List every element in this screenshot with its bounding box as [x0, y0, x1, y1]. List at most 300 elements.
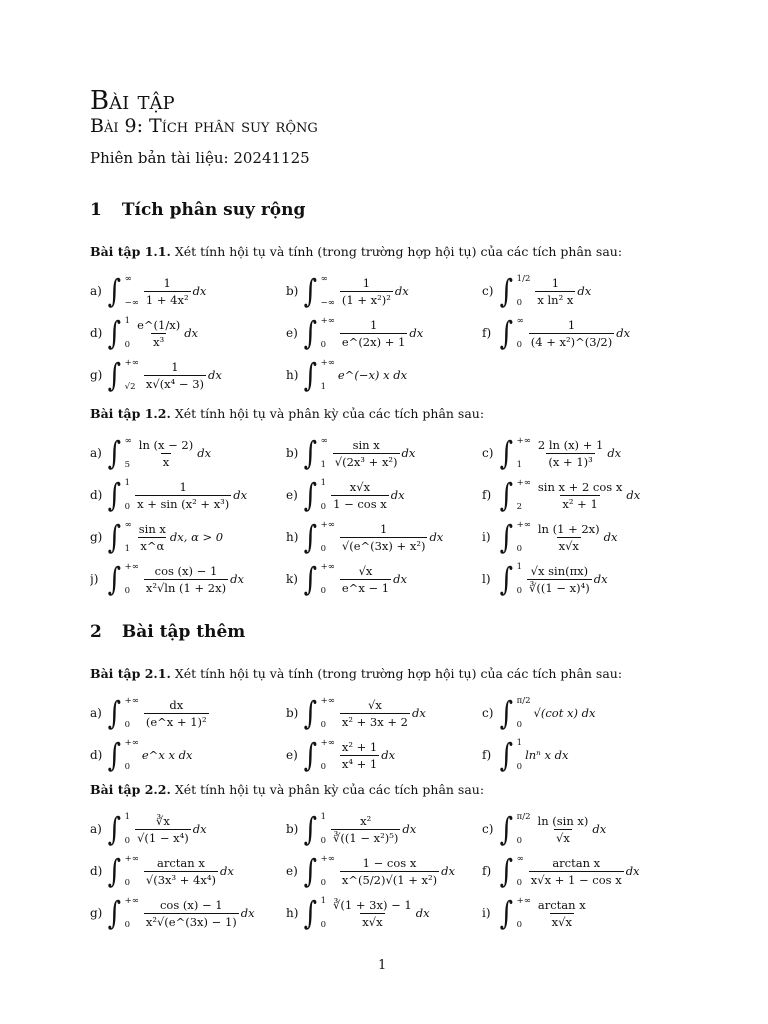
upper-limit: π/2	[516, 696, 531, 706]
integrand-tail: dx	[230, 572, 244, 586]
denominator: (e^x + 1)²	[145, 714, 207, 729]
item-tag: i)	[482, 530, 491, 544]
denominator: √(2x³ + x²)	[334, 454, 398, 469]
integrand-tail: dx	[390, 488, 405, 502]
fraction	[340, 522, 428, 553]
integral-item	[286, 432, 482, 474]
fraction	[144, 360, 206, 391]
denominator: x ln² x	[537, 292, 574, 307]
integral-limits	[125, 316, 130, 350]
integrand-tail: dx	[197, 446, 212, 460]
upper-limit: ∞	[320, 274, 328, 284]
numerator: sin x	[138, 521, 166, 536]
exercise-heading-1-1	[90, 244, 622, 260]
fraction	[333, 438, 400, 469]
item-tag: b)	[286, 822, 299, 836]
numerator: 1	[171, 359, 179, 374]
denominator: x√(x⁴ − 3)	[145, 376, 205, 391]
denominator: √(1 − x⁴)	[137, 830, 189, 845]
upper-limit: 1	[124, 478, 131, 488]
denominator: x√x	[551, 914, 572, 929]
upper-limit: ∞	[516, 316, 524, 326]
lower-limit: 0	[124, 720, 131, 730]
item-tag: d)	[90, 864, 103, 878]
upper-limit: +∞	[124, 696, 139, 706]
integral-item	[482, 270, 678, 312]
integral-limits	[517, 274, 531, 308]
upper-limit: +∞	[320, 696, 335, 706]
lower-limit: √2	[124, 382, 136, 392]
exercise-prompt: Xét tính hội tụ và phân kỳ của các tích phân sau:	[174, 406, 485, 421]
integrand-tail: dx	[616, 326, 631, 340]
integral-item	[482, 432, 678, 474]
item-tag: c)	[482, 822, 494, 836]
fraction	[340, 856, 439, 887]
fraction	[144, 564, 228, 595]
integrand-tail: dx	[603, 530, 618, 544]
integral-sign-icon: ∫	[303, 314, 318, 352]
integral-sign-icon: ∫	[107, 694, 122, 732]
integrand-tail: dx	[394, 284, 409, 298]
integral-sign-icon: ∫	[107, 434, 122, 472]
lower-limit: 0	[320, 836, 327, 846]
integrand-tail: dx	[219, 864, 234, 878]
numerator: 2 ln (x) + 1	[537, 437, 604, 452]
integral-sign-icon: ∫	[107, 314, 122, 352]
integral-item	[482, 516, 678, 558]
lower-limit: 0	[320, 878, 327, 888]
integral-limits	[125, 738, 139, 772]
lower-limit: 1	[124, 544, 131, 554]
numerator: e^(1/x)	[137, 317, 181, 332]
integral-limits	[125, 696, 139, 730]
integral-sign-icon: ∫	[499, 518, 514, 556]
upper-limit: +∞	[320, 854, 335, 864]
integral-item	[90, 558, 286, 600]
numerator: 1	[163, 275, 171, 290]
integral-limits	[321, 812, 326, 846]
integral-item	[286, 850, 482, 892]
numerator: arctan x	[157, 855, 205, 870]
exercise-label: Bài tập 1.1.	[90, 244, 171, 259]
integral-sign-icon: ∫	[303, 272, 318, 310]
item-tag: c)	[482, 446, 494, 460]
upper-limit: ∞	[516, 854, 524, 864]
numerator: 1	[379, 521, 388, 536]
integrand-tail: dx	[625, 864, 640, 878]
integral-limits	[321, 562, 335, 596]
integrand-tail: dx	[441, 864, 455, 878]
integral-limits	[517, 316, 524, 350]
lower-limit: 2	[516, 502, 523, 512]
page-number: 1	[378, 958, 387, 973]
item-tag: j)	[90, 572, 99, 586]
integrand-tail: √(cot x) dx	[533, 706, 596, 720]
upper-limit: +∞	[320, 562, 335, 572]
integral-item	[482, 850, 678, 892]
integral-sign-icon: ∫	[499, 272, 514, 310]
denominator: x√x	[558, 538, 579, 553]
section-number: 2	[90, 622, 102, 642]
numerator: dx	[169, 697, 184, 712]
integral-limits	[321, 520, 335, 554]
lower-limit: 0	[124, 762, 131, 772]
denominator: x^(5/2)√(1 + x²)	[341, 872, 438, 887]
integrand-tail: dx	[411, 706, 426, 720]
integral-item	[286, 354, 482, 396]
integral-limits	[125, 854, 139, 888]
exercise-label: Bài tập 1.2.	[90, 406, 171, 421]
upper-limit: 1	[124, 316, 131, 326]
lower-limit: 0	[516, 762, 523, 772]
fraction	[137, 438, 195, 469]
lower-limit: 0	[124, 836, 131, 846]
numerator: ∛x	[156, 813, 170, 828]
numerator: 1	[179, 479, 187, 494]
item-tag: a)	[90, 706, 102, 720]
integral-sign-icon: ∫	[303, 736, 318, 774]
upper-limit: 1	[516, 738, 523, 748]
upper-limit: 1	[320, 896, 327, 906]
integral-limits	[321, 696, 335, 730]
integral-item	[90, 892, 286, 934]
integral-sign-icon: ∫	[303, 894, 318, 932]
numerator: 1 − cos x	[362, 855, 417, 870]
integral-sign-icon: ∫	[107, 894, 122, 932]
lower-limit: 0	[320, 340, 327, 350]
denominator: 1 − cos x	[333, 496, 387, 511]
fraction	[135, 814, 191, 845]
document-title: Bài tập	[90, 86, 175, 116]
fraction	[527, 564, 592, 595]
integral-grid	[90, 270, 678, 396]
denominator: x²√(e^(3x) − 1)	[145, 914, 237, 929]
lower-limit: 0	[320, 762, 327, 772]
integral-sign-icon: ∫	[499, 894, 514, 932]
fraction	[137, 522, 168, 553]
fraction	[536, 898, 588, 929]
lower-limit: 0	[516, 920, 523, 930]
integral-item	[482, 692, 678, 734]
integral-limits	[517, 478, 531, 512]
lower-limit: 0	[516, 836, 523, 846]
upper-limit: ∞	[124, 436, 132, 446]
denominator: ∛((1 − x)⁴)	[529, 580, 590, 595]
integral-sign-icon: ∫	[303, 560, 318, 598]
numerator: √x	[358, 563, 373, 578]
upper-limit: +∞	[320, 520, 335, 530]
integral-limits	[517, 854, 524, 888]
numerator: ln (1 + 2x)	[537, 521, 600, 536]
fraction	[529, 318, 614, 349]
integral-grid	[90, 692, 678, 776]
denominator: x² + 3x + 2	[341, 714, 408, 729]
item-tag: e)	[286, 488, 298, 502]
item-tag: c)	[482, 706, 494, 720]
integral-limits	[517, 520, 531, 554]
integral-limits	[321, 738, 335, 772]
numerator: 1	[369, 317, 378, 332]
integrand-tail: dx	[626, 488, 641, 502]
integral-sign-icon: ∫	[303, 434, 318, 472]
numerator: ln (sin x)	[537, 813, 589, 828]
upper-limit: ∞	[124, 520, 132, 530]
upper-limit: ∞	[320, 436, 328, 446]
integrand-tail: dx	[577, 284, 592, 298]
integral-sign-icon: ∫	[303, 852, 318, 890]
integral-limits	[125, 358, 139, 392]
numerator: √x sin(πx)	[530, 563, 589, 578]
integral-limits	[321, 854, 335, 888]
integral-item	[482, 474, 678, 516]
integral-limits	[517, 896, 531, 930]
document-version: Phiên bản tài liệu: 20241125	[90, 149, 310, 167]
integrand-tail: dx	[381, 748, 396, 762]
section-title: Bài tập thêm	[121, 622, 246, 642]
integral-sign-icon: ∫	[499, 810, 514, 848]
item-tag: g)	[90, 906, 103, 920]
fraction	[144, 276, 191, 307]
denominator: x√x	[362, 914, 383, 929]
numerator: cos (x) − 1	[159, 897, 223, 912]
upper-limit: +∞	[516, 478, 531, 488]
denominator: x²√ln (1 + 2x)	[145, 580, 227, 595]
integral-grid	[90, 432, 678, 600]
upper-limit: +∞	[124, 854, 139, 864]
section-number: 1	[90, 200, 102, 220]
lower-limit: 1	[320, 460, 327, 470]
fraction	[144, 898, 239, 929]
numerator: sin x	[352, 437, 380, 452]
integral-sign-icon: ∫	[499, 736, 514, 774]
upper-limit: +∞	[320, 738, 335, 748]
fraction	[536, 522, 602, 553]
integral-limits	[125, 562, 139, 596]
upper-limit: +∞	[124, 738, 139, 748]
integrand-tail: dx	[192, 284, 207, 298]
integral-item	[286, 558, 482, 600]
item-tag: f)	[482, 488, 492, 502]
numerator: cos (x) − 1	[154, 563, 218, 578]
integral-limits	[321, 274, 335, 308]
integrand-tail: dx	[415, 906, 430, 920]
integrand-tail: dx	[233, 488, 248, 502]
integral-item	[482, 312, 678, 354]
integral-limits	[321, 896, 326, 930]
item-tag: g)	[90, 368, 103, 382]
integral-limits	[125, 520, 132, 554]
fraction	[331, 814, 400, 845]
upper-limit: 1/2	[516, 274, 531, 284]
lower-limit: 0	[124, 340, 131, 350]
lower-limit: −∞	[320, 298, 335, 308]
exercise-heading-2-1	[90, 666, 622, 682]
section-heading-2	[90, 622, 245, 642]
integral-limits	[125, 436, 132, 470]
exercise-heading-1-2	[90, 406, 484, 422]
fraction	[536, 480, 624, 511]
integral-limits	[125, 478, 130, 512]
fraction	[529, 856, 624, 887]
integrand-tail: dx	[402, 822, 417, 836]
integral-limits	[517, 812, 531, 846]
fraction	[536, 814, 591, 845]
integral-grid	[90, 808, 678, 934]
lower-limit: 0	[516, 544, 523, 554]
upper-limit: +∞	[124, 896, 139, 906]
integral-sign-icon: ∫	[303, 476, 318, 514]
denominator: e^x − 1	[341, 580, 390, 595]
upper-limit: +∞	[124, 358, 139, 368]
item-tag: b)	[286, 446, 299, 460]
numerator: √x	[368, 697, 382, 712]
integral-sign-icon: ∫	[303, 518, 318, 556]
fraction	[144, 698, 209, 729]
lower-limit: 0	[320, 502, 327, 512]
integrand-tail: dx	[401, 446, 416, 460]
lower-limit: 0	[124, 586, 131, 596]
integrand-tail: dx, α > 0	[169, 530, 224, 544]
upper-limit: 1	[124, 812, 131, 822]
lower-limit: 0	[320, 720, 327, 730]
integral-sign-icon: ∫	[499, 476, 514, 514]
integrand-tail: dx	[208, 368, 222, 382]
integral-item	[90, 474, 286, 516]
integral-item	[90, 516, 286, 558]
denominator: x⁴ + 1	[341, 756, 378, 771]
upper-limit: +∞	[320, 316, 335, 326]
upper-limit: π/2	[516, 812, 531, 822]
lower-limit: 0	[124, 920, 131, 930]
denominator: x³	[153, 334, 165, 349]
document-subtitle: Bài 9: Tích phân suy rộng	[90, 115, 318, 137]
integral-sign-icon: ∫	[303, 810, 318, 848]
fraction	[144, 856, 218, 887]
integral-item	[482, 558, 678, 600]
denominator: √x	[556, 830, 570, 845]
integral-sign-icon: ∫	[499, 434, 514, 472]
upper-limit: +∞	[516, 896, 531, 906]
lower-limit: 0	[124, 502, 131, 512]
exercise-label: Bài tập 2.1.	[90, 666, 171, 681]
item-tag: l)	[482, 572, 491, 586]
upper-limit: ∞	[124, 274, 132, 284]
integrand-tail: dx	[393, 572, 407, 586]
lower-limit: 0	[516, 298, 523, 308]
integral-sign-icon: ∫	[107, 810, 122, 848]
integrand-tail: e^(−x) x dx	[337, 368, 408, 382]
integrand-tail: dx	[409, 326, 424, 340]
upper-limit: +∞	[320, 358, 335, 368]
integral-item	[286, 734, 482, 776]
exercise-prompt: Xét tính hội tụ và phân kỳ của các tích phân sau:	[174, 782, 485, 797]
integral-item	[90, 270, 286, 312]
fraction	[536, 438, 605, 469]
integral-item	[90, 312, 286, 354]
item-tag: e)	[286, 864, 298, 878]
integral-limits	[321, 358, 335, 392]
numerator: sin x + 2 cos x	[537, 479, 623, 494]
item-tag: e)	[286, 326, 298, 340]
integral-limits	[321, 316, 335, 350]
integral-limits	[321, 436, 328, 470]
exercise-heading-2-2	[90, 782, 484, 798]
numerator: 1	[551, 275, 560, 290]
numerator: 1	[567, 317, 576, 332]
upper-limit: 1	[516, 562, 523, 572]
integrand-tail: dx	[184, 326, 199, 340]
lower-limit: 0	[124, 878, 131, 888]
item-tag: h)	[286, 368, 299, 382]
exercise-prompt: Xét tính hội tụ và tính (trong trường hợp hội tụ) của các tích phân sau:	[174, 666, 623, 681]
denominator: x√x + 1 − cos x	[530, 872, 622, 887]
section-heading-1	[90, 200, 305, 220]
upper-limit: +∞	[124, 562, 139, 572]
item-tag: a)	[90, 284, 102, 298]
integral-item	[286, 808, 482, 850]
item-tag: h)	[286, 906, 299, 920]
item-tag: e)	[286, 748, 298, 762]
lower-limit: 0	[516, 878, 523, 888]
numerator: ∛(1 + 3x) − 1	[333, 897, 412, 912]
integral-item	[286, 474, 482, 516]
fraction	[135, 318, 182, 349]
item-tag: k)	[286, 572, 298, 586]
lower-limit: 0	[516, 720, 523, 730]
section-title: Tích phân suy rộng	[121, 200, 306, 220]
item-tag: f)	[482, 326, 492, 340]
item-tag: b)	[286, 706, 299, 720]
upper-limit: +∞	[516, 520, 531, 530]
integrand-tail: dx	[429, 530, 444, 544]
item-tag: a)	[90, 446, 102, 460]
item-tag: f)	[482, 748, 492, 762]
integral-item	[90, 808, 286, 850]
integral-sign-icon: ∫	[107, 272, 122, 310]
integral-item	[286, 270, 482, 312]
integral-item	[286, 516, 482, 558]
integral-limits	[517, 436, 531, 470]
denominator: (4 + x²)^(3/2)	[530, 334, 613, 349]
fraction	[340, 564, 391, 595]
exercise-label: Bài tập 2.2.	[90, 782, 171, 797]
numerator: x√x	[349, 479, 371, 494]
lower-limit: 0	[320, 544, 327, 554]
integral-sign-icon: ∫	[303, 356, 318, 394]
integral-sign-icon: ∫	[107, 736, 122, 774]
integrand-tail: dx	[240, 906, 255, 920]
denominator: 1 + 4x²	[145, 292, 189, 307]
fraction	[340, 276, 393, 307]
lower-limit: 0	[320, 920, 327, 930]
integrand-tail: dx	[192, 822, 207, 836]
integral-item	[286, 892, 482, 934]
denominator: x^α	[140, 538, 165, 553]
integral-item	[482, 892, 678, 934]
fraction	[535, 276, 575, 307]
exercise-prompt: Xét tính hội tụ và tính (trong trường hợp hội tụ) của các tích phân sau:	[174, 244, 623, 259]
item-tag: i)	[482, 906, 491, 920]
integral-item	[90, 734, 286, 776]
item-tag: d)	[90, 488, 103, 502]
lower-limit: −∞	[124, 298, 139, 308]
integrand-tail: e^x x dx	[141, 748, 193, 762]
integral-limits	[517, 738, 522, 772]
integral-sign-icon: ∫	[499, 560, 514, 598]
integral-item	[286, 692, 482, 734]
item-tag: d)	[90, 748, 103, 762]
integrand-tail: lnⁿ x dx	[525, 748, 569, 762]
